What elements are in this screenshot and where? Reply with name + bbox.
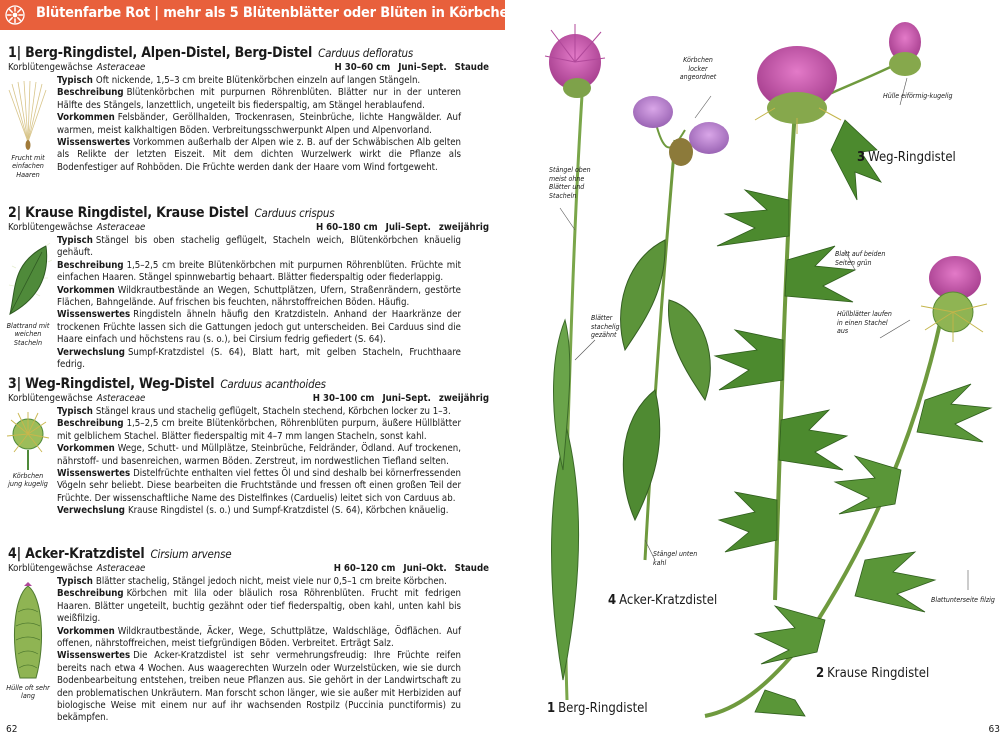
species-entry-2 xyxy=(0,205,505,375)
plant-1 xyxy=(545,24,605,700)
species-text: Typisch Stängel kraus und stachelig geflügelt, Stacheln stechend, Körbchen locker zu 1–3. Beschreibung 1,5–2,5 cm breite Blütenkörbchen, Röhrenblüten purpurn, äußere Hüllblätter mit gelblichem Stachel. Blätter fiederspaltig mit 4–7 mm langen Stacheln, sonst kahl. Vorkommen Wege, Schutt- und Müllplätze, Steinbrüche, Feldränder, Ödland. Auf trockenen, nährstoff- und basenreichen, warmen Böden. Zerstreut, im nordwestlichen Tiefland selten. Wissenswertes Distelfrüchte enthalten viel fettes Öl und sind deshalb bei körnerfressenden Vögeln sehr beliebt. Diese bearbeiten die Fruchtstände und fressen oft einen großen Teil der Früchte. Der wissenschaftliche Name des Distelfinkes (Carduelis) leitet sich von Carduus ab. Verwechslung Krause Ringdistel (s. o.) und Sumpf-Kratzdistel (S. 64), Körbchen knäuelig. xyxy=(57,406,461,517)
species-title: 4| Acker-Kratzdistel Cirsium arvense xyxy=(8,546,232,562)
note-koerbchen: Körbchen locker angeordnet xyxy=(679,56,717,81)
section-header xyxy=(0,0,518,30)
species-title: 3| Weg-Ringdistel, Weg-Distel Carduus acanthoides xyxy=(8,376,326,392)
thumbnail-involucre xyxy=(6,582,50,701)
bud-illustration xyxy=(6,410,50,470)
thumbnail-leaf xyxy=(6,238,50,347)
flower-icon xyxy=(5,5,25,25)
thumbnail-caption: Hülle oft sehr lang xyxy=(6,683,50,701)
note-huellblaetter: Hüllblätter laufen in einen Stachel aus xyxy=(837,310,892,335)
thumbnail-bud xyxy=(6,410,50,489)
species-meta: H 30–60 cm Juni–Sept. Staude xyxy=(334,62,489,73)
species-entry-1 xyxy=(0,45,505,205)
family: Korblütengewächse Asteraceae xyxy=(8,393,146,404)
family: Korblütengewächse Asteraceae xyxy=(8,62,146,73)
species-text: Typisch Blätter stachelig, Stängel jedoch nicht, meist viele nur 0,5–1 cm breite Körbchen. Beschreibung Körbchen mit lila oder bläulich rosa Röhrenblüten. Frucht mit fedrigen Haaren. Blätter ungeteilt, buchtig gezähnt oder tief fiederspaltig, oben kahl, unten kahl bis weißfilzig. Vorkommen Wildkrautbestände, Äcker, Wege, Schuttplätze, Waldschläge, Ödflächen. Auf offenen, nährstoffreichen, meist tiefgründigen Böden. Verbreitet. Erträgt Salz. Wissenswertes Die Acker-Kratzdistel ist sehr vermehrungsfreudig: Ihre Früchte reifen bereits nach etwa 4 Wochen. Aus waagerechten Wurzeln oder Wurzelstücken, wie sie durch Bodenbearbeitung entstehen, treiben neue Pflanzen aus. Sie gehört in der Landwirtschaft zu den problematischen Unkräutern. Man forscht schon länger, wie sie außer mit Herbiziden auf biologische Weise mit einem nur auf ihr wachsenden Rostpilz (Puccinia punctiformis) zu bekämpfen. xyxy=(57,576,461,724)
thumbnail-caption: Körbchen jung kugelig xyxy=(8,471,48,489)
leaf-illustration xyxy=(6,238,52,320)
family: Korblütengewächse Asteraceae xyxy=(8,563,146,574)
species-title: 2| Krause Ringdistel, Krause Distel Carduus crispus xyxy=(8,205,335,221)
involucre-illustration xyxy=(6,582,50,682)
fruit-illustration xyxy=(6,80,50,152)
note-blaetter: Blätter stachelig gezähnt xyxy=(591,314,620,339)
plate-label-4: 4 Acker-Kratzdistel xyxy=(608,593,718,608)
thistle-plate-illustration xyxy=(505,0,1008,738)
family: Korblütengewächse Asteraceae xyxy=(8,222,146,233)
species-meta: H 60–180 cm Juli–Sept. zweijährig xyxy=(315,222,489,233)
thumbnail-caption: Frucht mit einfachen Haaren xyxy=(11,153,45,179)
note-staengel-oben: Stängel oben meist ohne Blätter und Stacheln xyxy=(549,166,591,200)
species-entry-3 xyxy=(0,376,505,546)
species-meta: H 60–120 cm Juni–Okt. Staude xyxy=(333,563,489,574)
species-meta: H 30–100 cm Juni–Sept. zweijährig xyxy=(312,393,489,404)
right-page-plate xyxy=(505,0,1008,738)
page-number-right: 63 xyxy=(988,724,1000,735)
thumbnail-fruit xyxy=(6,80,50,179)
note-huelle: Hülle eiförmig-kugelig xyxy=(883,92,953,100)
page-number-left: 62 xyxy=(6,724,18,735)
species-text: Typisch Stängel bis oben stachelig geflügelt, Stacheln weich, Blütenkörbchen knäuelig gehäuft. Beschreibung 1,5–2,5 cm breite Blütenkörbchen mit purpurnen Röhrenblüten. Früchte mit einfachen Haaren. Stängel spinnwebartig behaart. Blätter fiederspaltig oder fiederlappig. Vorkommen Wildkrautbestände an Wegen, Schuttplätzen, Ufern, Straßenrändern, gestörte Flächen, Bahngelände. Auf frischen bis feuchten, nährstoffreichen Böden. Häufig. Wissenswertes Ringdisteln ähneln häufig den Kratzdisteln. Anhand der Haarkränze der trockenen Früchte lassen sich die Gattungen jedoch gut unterscheiden. Bei Carduus sind die Haare einfach und höchstens rau (s. o.), bei Cirsium fedrig gefiedert (S. 64). Verwechslung Sumpf-Kratzdistel (S. 64), Blatt hart, mit gelben Stacheln, Fruchthaare fedrig. xyxy=(57,235,461,371)
thumbnail-caption: Blattrand mit weichen Stacheln xyxy=(6,321,50,347)
species-entry-4 xyxy=(0,546,505,724)
note-blattunterseite: Blattunterseite filzig xyxy=(931,596,995,604)
note-blatt: Blatt auf beiden Seiten grün xyxy=(835,250,886,267)
species-title: 1| Berg-Ringdistel, Alpen-Distel, Berg-Distel Carduus defloratus xyxy=(8,45,414,61)
note-staengel-unten: Stängel unten kahl xyxy=(653,550,698,567)
plate-label-1: 1 Berg-Ringdistel xyxy=(547,701,648,716)
section-title: Blütenfarbe Rot | mehr als 5 Blütenblätter oder Blüten in Körbchen xyxy=(36,5,518,21)
plate-label-2: 2 Krause Ringdistel xyxy=(816,666,930,681)
plate-label-3: 3 Weg-Ringdistel xyxy=(857,150,956,165)
species-text: Typisch Oft nickende, 1,5–3 cm breite Blütenkörbchen einzeln auf langen Stängeln. Beschreibung Blütenkörbchen mit purpurnen Röhrenblüten. Blätter nur in der unteren Hälfte des Stängels, lanzettlich, ungeteilt bis fiederspaltig, am Stängel herablaufend. Vorkommen Felsbänder, Geröllhalden, Trockenrasen, Steinbrüche, lichte Hangwälder. Auf warmen, meist kalkhaltigen Böden. Verbreitungsschwerpunkt Alpen und Alpenvorland. Wissenswertes Vorkommen außerhalb der Alpen wie z. B. auf der Schwäbischen Alb gelten als Relikte der letzten Eiszeit. Mit dem dichten Wurzelwerk wirkt die Pflanze als Bodenfestiger auf Rohböden. Die Früchte werden dank der Haare vom Wind fortgeweht. xyxy=(57,75,461,173)
